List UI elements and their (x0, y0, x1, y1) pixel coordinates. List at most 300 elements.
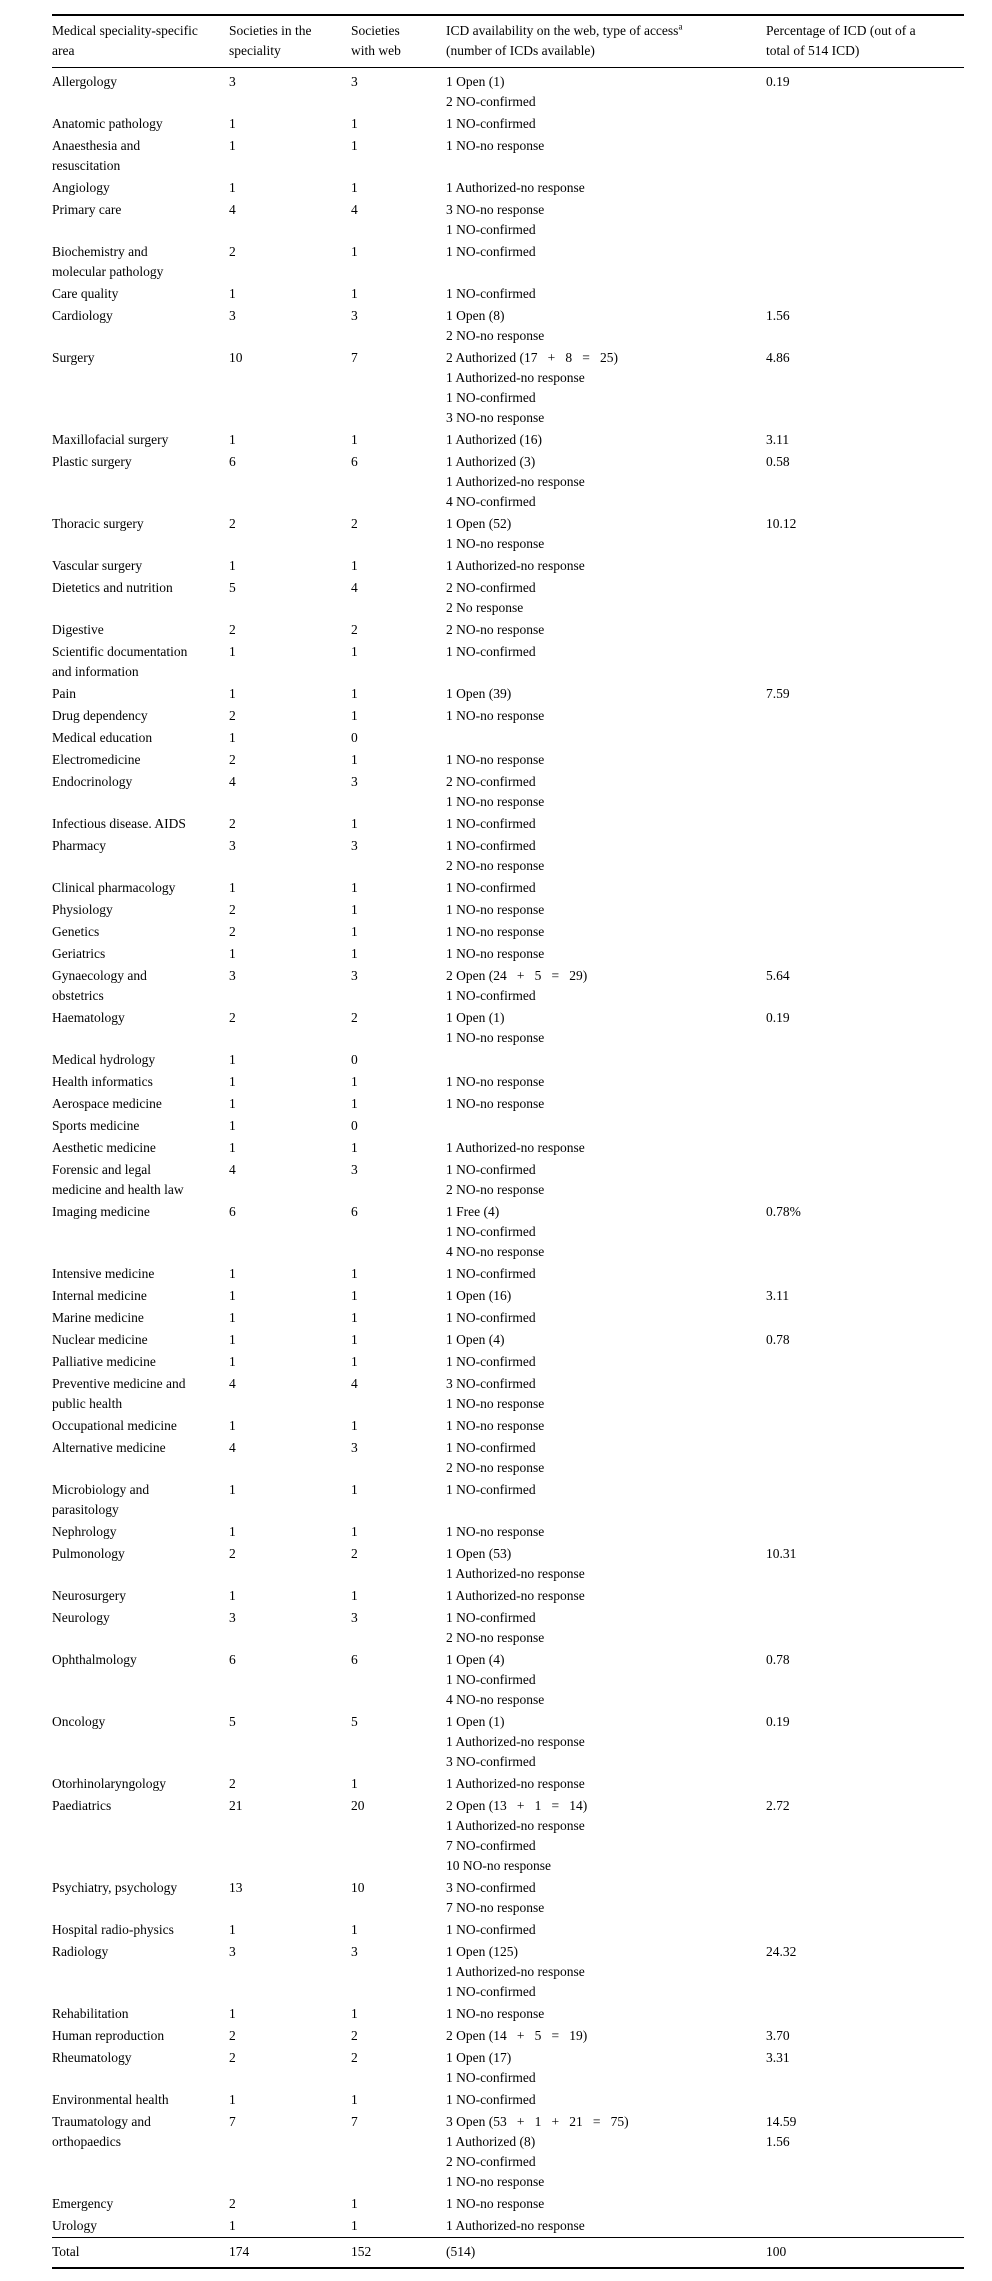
table-row (52, 2193, 964, 2215)
cell-line: 1 Authorized-no response (446, 1964, 585, 1979)
cell-line: 1 (351, 1332, 358, 1347)
cell-speciality-area (52, 921, 229, 943)
cell-line: 0.78 (766, 1652, 790, 1667)
cell-line: 1 (229, 1074, 236, 1089)
cell-icd-availability (446, 2111, 766, 2193)
cell-line: 1 (229, 880, 236, 895)
cell-icd-availability (446, 2238, 766, 2269)
cell-icd-percentage (766, 2003, 964, 2025)
cell-line: 1 Authorized-no response (446, 180, 585, 195)
cell-societies-count (229, 347, 351, 429)
cell-line: 24.32 (766, 1944, 797, 1959)
cell-line: 1 Authorized (8) (446, 2134, 536, 2149)
cell-line: Haematology (52, 1010, 125, 1025)
cell-line: Traumatology and (52, 2114, 151, 2129)
cell-line: 1 NO-confirmed (446, 1984, 536, 1999)
cell-line: 3 (229, 1944, 236, 1959)
table-row (52, 1437, 964, 1479)
cell-icd-availability (446, 771, 766, 813)
cell-line: Urology (52, 2218, 97, 2233)
cell-icd-availability (446, 641, 766, 683)
cell-societies-count (229, 877, 351, 899)
cell-icd-availability (446, 2215, 766, 2238)
cell-societies-count (229, 135, 351, 177)
table-row (52, 1877, 964, 1919)
cell-icd-availability (446, 2025, 766, 2047)
cell-societies-count (229, 1201, 351, 1263)
cell-line: 1 Open (1) (446, 74, 505, 89)
cell-line: 1 NO-confirmed (446, 1354, 536, 1369)
cell-speciality-area (52, 1351, 229, 1373)
cell-societies-with-web (351, 2238, 446, 2269)
cell-speciality-area (52, 1285, 229, 1307)
cell-line: 2 (229, 516, 236, 531)
cell-speciality-area (52, 1049, 229, 1071)
cell-line: 4 (351, 202, 358, 217)
cell-line: 1 NO-confirmed (446, 1610, 536, 1625)
cell-line: 3.70 (766, 2028, 790, 2043)
cell-societies-with-web (351, 899, 446, 921)
cell-line: Preventive medicine and (52, 1376, 186, 1391)
cell-line: 3 (351, 968, 358, 983)
cell-line: 1 (351, 1288, 358, 1303)
column-header-1 (52, 15, 229, 68)
cell-icd-percentage (766, 727, 964, 749)
cell-icd-percentage (766, 241, 964, 283)
cell-speciality-area (52, 877, 229, 899)
cell-societies-with-web (351, 177, 446, 199)
cell-societies-with-web (351, 283, 446, 305)
cell-icd-availability (446, 835, 766, 877)
cell-speciality-area (52, 1649, 229, 1711)
cell-icd-availability (446, 1049, 766, 1071)
cell-line: Marine medicine (52, 1310, 144, 1325)
cell-societies-count (229, 429, 351, 451)
cell-line: Medical education (52, 730, 153, 745)
cell-societies-count (229, 1479, 351, 1521)
cell-speciality-area (52, 177, 229, 199)
cell-icd-percentage (766, 1049, 964, 1071)
cell-speciality-area (52, 1877, 229, 1919)
cell-line: 0.19 (766, 74, 790, 89)
cell-societies-with-web (351, 2025, 446, 2047)
cell-line: 5 (229, 1714, 236, 1729)
table-row (52, 2089, 964, 2111)
cell-line: 4 NO-no response (446, 1692, 545, 1707)
cell-societies-count (229, 555, 351, 577)
cell-societies-count (229, 1093, 351, 1115)
cell-icd-availability (446, 513, 766, 555)
header-line: Societies in the (229, 23, 312, 38)
cell-line: 1 NO-no response (446, 1074, 545, 1089)
cell-line: 1 NO-no response (446, 946, 545, 961)
cell-societies-with-web (351, 135, 446, 177)
cell-line: 174 (229, 2244, 250, 2259)
cell-icd-availability (446, 283, 766, 305)
cell-line: 1 NO-no response (446, 2174, 545, 2189)
cell-societies-with-web (351, 1137, 446, 1159)
cell-line: Environmental health (52, 2092, 169, 2107)
cell-line: 21 (229, 1798, 243, 1813)
cell-line: parasitology (52, 1502, 119, 1517)
cell-icd-percentage (766, 68, 964, 114)
cell-icd-availability (446, 749, 766, 771)
cell-line: 1 (229, 2006, 236, 2021)
cell-line: 1 NO-confirmed (446, 116, 536, 131)
cell-line: 1 (229, 286, 236, 301)
cell-line: 1 NO-no response (446, 752, 545, 767)
cell-line: 3 (229, 308, 236, 323)
cell-line: 1 NO-no response (446, 2006, 545, 2021)
cell-societies-with-web (351, 2193, 446, 2215)
cell-line: 3 (229, 1610, 236, 1625)
cell-societies-with-web (351, 1049, 446, 1071)
cell-line: Nephrology (52, 1524, 117, 1539)
cell-icd-availability (446, 2003, 766, 2025)
cell-speciality-area (52, 1115, 229, 1137)
cell-line: 1 (229, 432, 236, 447)
cell-societies-count (229, 513, 351, 555)
cell-line: 7 NO-no response (446, 1900, 545, 1915)
table-row (52, 1137, 964, 1159)
cell-icd-percentage (766, 1437, 964, 1479)
cell-societies-count (229, 813, 351, 835)
cell-line: Surgery (52, 350, 95, 365)
cell-line: 2 Open (24 + 5 = 29) (446, 968, 588, 983)
cell-speciality-area (52, 305, 229, 347)
cell-societies-count (229, 1795, 351, 1877)
cell-societies-with-web (351, 451, 446, 513)
header-line: with web (351, 43, 401, 58)
cell-line: Emergency (52, 2196, 114, 2211)
cell-line: 1 (229, 1266, 236, 1281)
cell-icd-percentage (766, 1307, 964, 1329)
table-row (52, 1415, 964, 1437)
cell-speciality-area (52, 429, 229, 451)
cell-line: 2 (351, 2028, 358, 2043)
cell-line: 1 (351, 686, 358, 701)
cell-societies-count (229, 113, 351, 135)
table-row (52, 305, 964, 347)
cell-line: 1 (229, 116, 236, 131)
table-row (52, 199, 964, 241)
cell-icd-percentage (766, 1773, 964, 1795)
cell-line: Nuclear medicine (52, 1332, 148, 1347)
cell-icd-availability (446, 705, 766, 727)
cell-societies-with-web (351, 305, 446, 347)
cell-societies-with-web (351, 1437, 446, 1479)
cell-icd-percentage (766, 683, 964, 705)
cell-line: 1 NO-confirmed (446, 988, 536, 1003)
cell-icd-percentage (766, 1329, 964, 1351)
cell-icd-percentage (766, 2238, 964, 2269)
cell-line: 1 (229, 138, 236, 153)
cell-icd-percentage (766, 305, 964, 347)
cell-icd-percentage (766, 2025, 964, 2047)
cell-line: 1 (351, 1354, 358, 1369)
cell-line: 3 (351, 1440, 358, 1455)
cell-line: 1 Open (4) (446, 1652, 505, 1667)
cell-societies-with-web (351, 1159, 446, 1201)
table-row (52, 68, 964, 114)
cell-icd-availability (446, 877, 766, 899)
cell-line: Oncology (52, 1714, 106, 1729)
cell-line: Thoracic surgery (52, 516, 144, 531)
cell-societies-with-web (351, 1285, 446, 1307)
cell-icd-percentage (766, 1795, 964, 1877)
cell-line: 1 Open (1) (446, 1714, 505, 1729)
cell-line: 1.56 (766, 2134, 790, 2149)
cell-line: Genetics (52, 924, 100, 939)
cell-icd-availability (446, 1585, 766, 1607)
cell-icd-availability (446, 1137, 766, 1159)
cell-societies-count (229, 835, 351, 877)
cell-line: 1 Authorized-no response (446, 1734, 585, 1749)
cell-line: Ophthalmology (52, 1652, 137, 1667)
cell-speciality-area (52, 943, 229, 965)
cell-line: 1 Open (17) (446, 2050, 512, 2065)
table-row (52, 2047, 964, 2089)
cell-line: 1 NO-confirmed (446, 222, 536, 237)
cell-line: Rheumatology (52, 2050, 132, 2065)
cell-icd-percentage (766, 1415, 964, 1437)
cell-speciality-area (52, 113, 229, 135)
cell-icd-percentage (766, 2111, 964, 2193)
cell-line: Pharmacy (52, 838, 106, 853)
cell-icd-availability (446, 1773, 766, 1795)
table-body (52, 68, 964, 2269)
cell-icd-percentage (766, 1159, 964, 1201)
cell-line: 0.19 (766, 1010, 790, 1025)
cell-line: 2 NO-confirmed (446, 2154, 536, 2169)
table-row (52, 835, 964, 877)
cell-line: 1 (351, 1418, 358, 1433)
cell-line: 1 (229, 1310, 236, 1325)
table-row (52, 1285, 964, 1307)
cell-societies-count (229, 1521, 351, 1543)
cell-line: 1 NO-confirmed (446, 838, 536, 853)
cell-speciality-area (52, 1373, 229, 1415)
column-header-2 (229, 15, 351, 68)
cell-icd-percentage (766, 921, 964, 943)
cell-icd-percentage (766, 1263, 964, 1285)
table-row (52, 965, 964, 1007)
cell-line: 10 (229, 350, 243, 365)
cell-societies-with-web (351, 1521, 446, 1543)
header-line: speciality (229, 43, 281, 58)
cell-line: 3 (351, 308, 358, 323)
cell-icd-percentage (766, 2193, 964, 2215)
table-row (52, 451, 964, 513)
cell-line: 1 (229, 558, 236, 573)
cell-icd-availability (446, 1329, 766, 1351)
cell-line: 1 (229, 2218, 236, 2233)
cell-societies-with-web (351, 1543, 446, 1585)
cell-line: 3 (351, 774, 358, 789)
table-row (52, 1049, 964, 1071)
cell-speciality-area (52, 1773, 229, 1795)
cell-icd-availability (446, 2089, 766, 2111)
cell-line: 2 NO-no response (446, 328, 545, 343)
cell-line: 1 (229, 1588, 236, 1603)
cell-line: Hospital radio-physics (52, 1922, 174, 1937)
cell-icd-percentage (766, 813, 964, 835)
cell-icd-availability (446, 1543, 766, 1585)
cell-icd-availability (446, 1115, 766, 1137)
cell-line: 1 (351, 1310, 358, 1325)
cell-icd-availability (446, 1877, 766, 1919)
cell-line: 4 NO-no response (446, 1244, 545, 1259)
cell-line: 10 NO-no response (446, 1858, 551, 1873)
cell-societies-count (229, 1329, 351, 1351)
cell-societies-with-web (351, 683, 446, 705)
cell-line: 4 (229, 774, 236, 789)
table-row (52, 1307, 964, 1329)
cell-societies-with-web (351, 921, 446, 943)
cell-line: Gynaecology and (52, 968, 147, 983)
cell-line: 1 NO-no response (446, 1030, 545, 1045)
cell-line: 1 Authorized-no response (446, 1566, 585, 1581)
header-line: area (52, 43, 75, 58)
cell-line: 1 NO-confirmed (446, 1224, 536, 1239)
cell-icd-percentage (766, 641, 964, 683)
cell-icd-percentage (766, 429, 964, 451)
cell-icd-availability (446, 921, 766, 943)
cell-societies-with-web (351, 619, 446, 641)
cell-icd-percentage (766, 1007, 964, 1049)
cell-line: 1 (229, 1140, 236, 1155)
cell-icd-percentage (766, 1521, 964, 1543)
cell-societies-with-web (351, 1415, 446, 1437)
cell-societies-count (229, 451, 351, 513)
cell-speciality-area (52, 2215, 229, 2238)
cell-icd-percentage (766, 619, 964, 641)
cell-line: Maxillofacial surgery (52, 432, 169, 447)
cell-societies-count (229, 1007, 351, 1049)
cell-line: 1 (351, 1096, 358, 1111)
cell-speciality-area (52, 641, 229, 683)
table-row (52, 943, 964, 965)
cell-icd-availability (446, 943, 766, 965)
cell-speciality-area (52, 1607, 229, 1649)
cell-icd-availability (446, 305, 766, 347)
cell-icd-percentage (766, 1115, 964, 1137)
cell-line: 3.11 (766, 432, 790, 447)
cell-icd-availability (446, 177, 766, 199)
table-row (52, 1007, 964, 1049)
cell-speciality-area (52, 1071, 229, 1093)
cell-icd-availability (446, 1479, 766, 1521)
cell-icd-percentage (766, 1479, 964, 1521)
table-row (52, 1543, 964, 1585)
table-row (52, 2215, 964, 2238)
cell-icd-availability (446, 1159, 766, 1201)
cell-line: 4 (229, 1376, 236, 1391)
cell-line: Anaesthesia and (52, 138, 141, 153)
cell-line: 1 NO-no response (446, 1524, 545, 1539)
cell-line: 1 (351, 558, 358, 573)
cell-line: 0.19 (766, 1714, 790, 1729)
cell-icd-percentage (766, 899, 964, 921)
cell-line: 1 NO-no response (446, 1418, 545, 1433)
cell-line: Physiology (52, 902, 113, 917)
header-row (52, 15, 964, 68)
cell-line: 3 (229, 968, 236, 983)
table-row (52, 177, 964, 199)
cell-societies-with-web (351, 835, 446, 877)
cell-line: 6 (351, 1652, 358, 1667)
cell-icd-percentage (766, 1071, 964, 1093)
cell-societies-with-web (351, 1093, 446, 1115)
cell-line: 3 NO-no response (446, 202, 545, 217)
cell-line: Forensic and legal (52, 1162, 151, 1177)
cell-speciality-area (52, 1795, 229, 1877)
cell-line: 1 (229, 180, 236, 195)
table-row (52, 1795, 964, 1877)
cell-societies-count (229, 1159, 351, 1201)
cell-societies-count (229, 1351, 351, 1373)
cell-icd-percentage (766, 1941, 964, 2003)
cell-line: Internal medicine (52, 1288, 147, 1303)
cell-icd-percentage (766, 749, 964, 771)
cell-societies-with-web (351, 705, 446, 727)
cell-icd-availability (446, 347, 766, 429)
cell-societies-count (229, 2193, 351, 2215)
cell-line: 1 (229, 686, 236, 701)
cell-icd-percentage (766, 705, 964, 727)
cell-societies-with-web (351, 1941, 446, 2003)
cell-line: 2 (229, 1010, 236, 1025)
cell-line: 1 (351, 902, 358, 917)
cell-line: Aesthetic medicine (52, 1140, 156, 1155)
cell-icd-availability (446, 1201, 766, 1263)
cell-icd-availability (446, 965, 766, 1007)
cell-line: Aerospace medicine (52, 1096, 162, 1111)
cell-societies-count (229, 1137, 351, 1159)
table-row (52, 921, 964, 943)
cell-line: and information (52, 664, 139, 679)
cell-societies-with-web (351, 241, 446, 283)
cell-line: 2 (351, 2050, 358, 2065)
cell-societies-count (229, 177, 351, 199)
cell-line: public health (52, 1396, 123, 1411)
cell-icd-percentage (766, 2215, 964, 2238)
cell-societies-with-web (351, 813, 446, 835)
cell-icd-availability (446, 1795, 766, 1877)
table-row (52, 1159, 964, 1201)
cell-societies-count (229, 1877, 351, 1919)
cell-line: 1 NO-no response (446, 138, 545, 153)
cell-societies-count (229, 771, 351, 813)
cell-line: 2 Open (13 + 1 = 14) (446, 1798, 588, 1813)
cell-line: resuscitation (52, 158, 121, 173)
cell-line: Intensive medicine (52, 1266, 155, 1281)
cell-line: 0.78% (766, 1204, 801, 1219)
cell-line: obstetrics (52, 988, 104, 1003)
cell-icd-percentage (766, 1137, 964, 1159)
cell-line: 1 (351, 432, 358, 447)
cell-societies-with-web (351, 771, 446, 813)
cell-line: 3 NO-confirmed (446, 1376, 536, 1391)
table-row (52, 1607, 964, 1649)
table-row (52, 1941, 964, 2003)
cell-societies-count (229, 899, 351, 921)
cell-speciality-area (52, 1711, 229, 1773)
cell-line: Anatomic pathology (52, 116, 163, 131)
cell-line: 1 (351, 1524, 358, 1539)
cell-line: 1 Authorized-no response (446, 1776, 585, 1791)
cell-societies-with-web (351, 2215, 446, 2238)
